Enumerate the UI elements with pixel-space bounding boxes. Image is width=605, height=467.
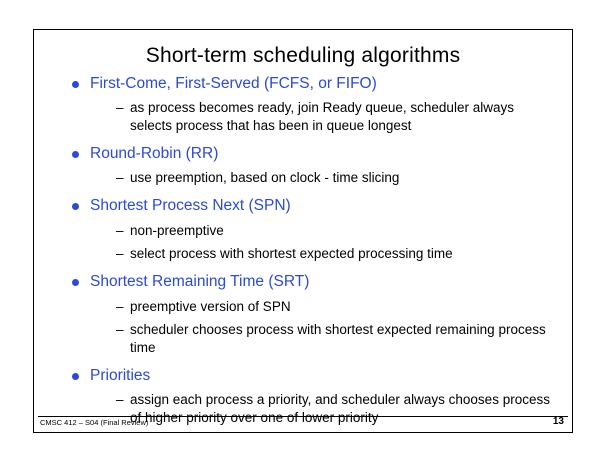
bullet-label: Round-Robin (RR)	[90, 145, 219, 162]
slide	[33, 29, 573, 433]
dash-icon: –	[116, 392, 124, 408]
sub-bullet-text: use preemption, based on clock - time slicing	[130, 170, 400, 186]
dash-icon: –	[116, 100, 124, 116]
dash-icon: –	[116, 298, 124, 314]
bullet-dot-icon	[72, 151, 79, 158]
bullet-dot-icon	[72, 373, 79, 380]
slide-body	[34, 74, 572, 427]
sub-bullet-item	[60, 298, 558, 316]
sub-bullet-list	[60, 222, 558, 264]
sub-bullet-text: scheduler chooses process with shortest expected remaining process time	[130, 322, 546, 356]
sub-bullet-item	[60, 99, 558, 135]
dash-icon: –	[116, 246, 124, 262]
sub-bullet-text: as process becomes ready, join Ready queue, scheduler always selects process that has been in queue longest	[130, 100, 514, 134]
sub-bullet-item	[60, 321, 558, 357]
bullet-label: Priorities	[90, 367, 151, 384]
dash-icon: –	[116, 170, 124, 186]
slide-footer	[34, 416, 572, 432]
sub-bullet-text: select process with shortest expected processing time	[130, 246, 453, 262]
bullet-label: Shortest Process Next (SPN)	[90, 197, 291, 215]
footer-course-label: CMSC 412 – S04 (Final Review)	[40, 418, 149, 427]
dash-icon: –	[116, 222, 124, 238]
bullet-label: Shortest Remaining Time (SRT)	[90, 273, 310, 291]
sub-bullet-list	[60, 169, 558, 187]
bullet-item	[60, 144, 558, 163]
sub-bullet-text: non-preemptive	[130, 222, 224, 238]
sub-bullet-item	[60, 222, 558, 240]
bullet-item	[60, 74, 558, 93]
bullet-label: First-Come, First-Served (FCFS, or FIFO)	[90, 75, 377, 92]
sub-bullet-list	[60, 298, 558, 357]
page-number: 13	[552, 416, 564, 427]
footer-divider	[38, 416, 568, 417]
sub-bullet-text: assign each process a priority, and scheduler always chooses process of higher priority over one of lower priority	[130, 392, 550, 426]
page-title: Short-term scheduling algorithms	[145, 44, 461, 67]
dash-icon: –	[116, 322, 124, 338]
bullet-dot-icon	[72, 279, 79, 286]
sub-bullet-item	[60, 245, 558, 263]
bullet-item	[60, 196, 558, 215]
sub-bullet-item	[60, 169, 558, 187]
bullet-dot-icon	[72, 203, 79, 210]
sub-bullet-list	[60, 99, 558, 135]
sub-bullet-text: preemptive version of SPN	[130, 298, 291, 314]
bullet-item	[60, 366, 558, 385]
bullet-item	[60, 272, 558, 291]
bullet-dot-icon	[72, 81, 79, 88]
